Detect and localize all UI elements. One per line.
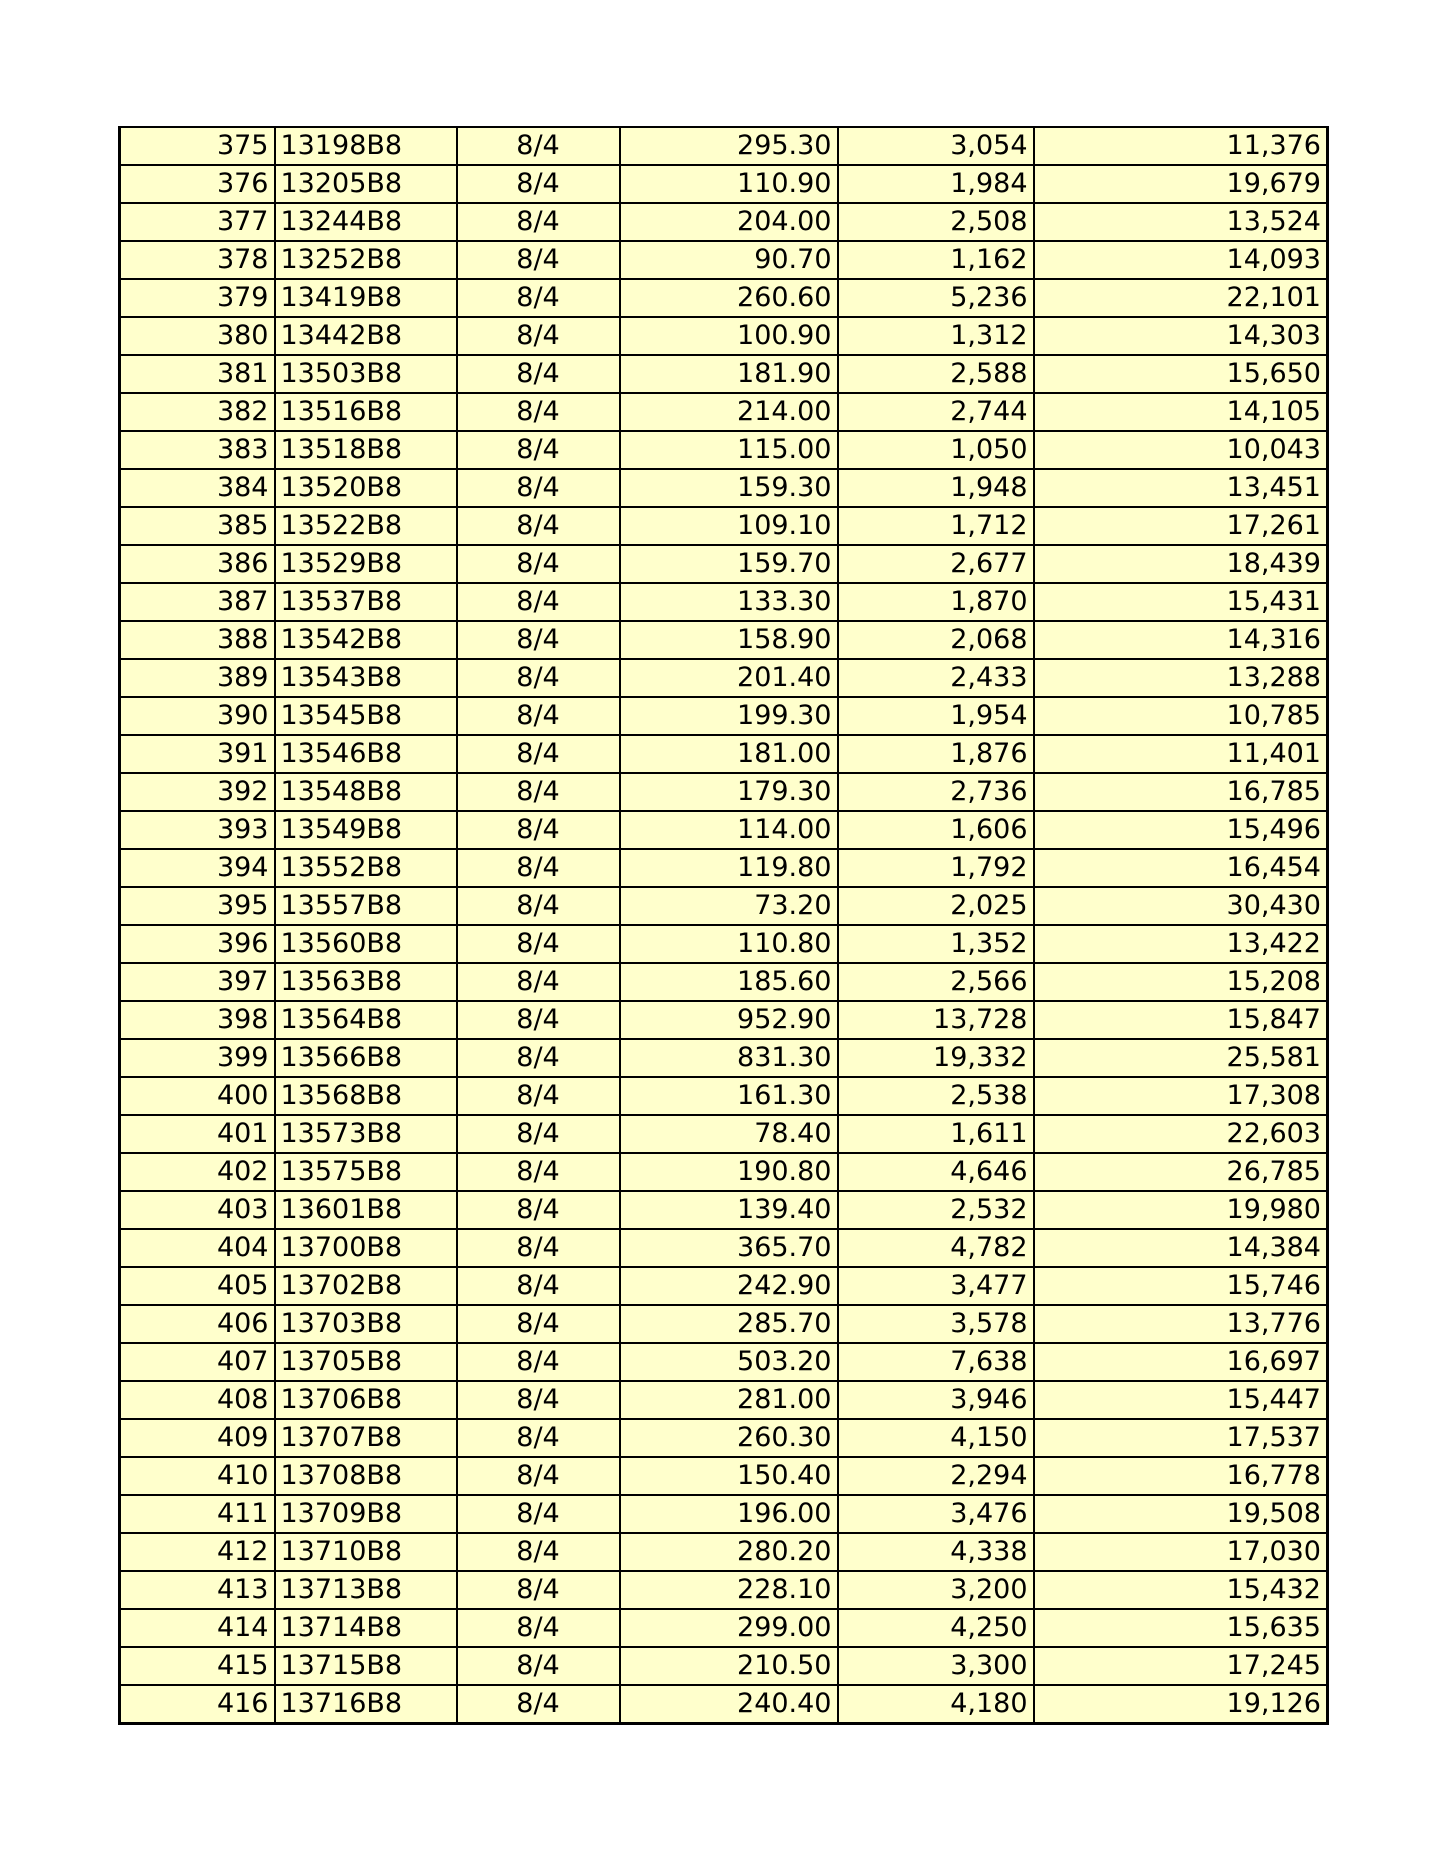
quantity-cell: 952.90 [620, 1001, 838, 1039]
ratio-cell: 13,422 [1034, 925, 1328, 963]
item-code-cell: 13714B8 [275, 1609, 457, 1647]
ratio-cell: 25,581 [1034, 1039, 1328, 1077]
row-number-cell: 399 [120, 1039, 275, 1077]
value-cell: 1,792 [838, 849, 1034, 887]
thickness-cell: 8/4 [457, 887, 620, 925]
table-row [120, 697, 1328, 735]
value-cell: 4,150 [838, 1419, 1034, 1457]
item-code-cell: 13710B8 [275, 1533, 457, 1571]
quantity-cell: 161.30 [620, 1077, 838, 1115]
item-code-cell: 13518B8 [275, 431, 457, 469]
item-code-cell: 13564B8 [275, 1001, 457, 1039]
value-cell: 3,477 [838, 1267, 1034, 1305]
table-row [120, 1153, 1328, 1191]
quantity-cell: 240.40 [620, 1685, 838, 1724]
quantity-cell: 285.70 [620, 1305, 838, 1343]
value-cell: 3,476 [838, 1495, 1034, 1533]
row-number-cell: 392 [120, 773, 275, 811]
row-number-cell: 416 [120, 1685, 275, 1724]
row-number-cell: 398 [120, 1001, 275, 1039]
quantity-cell: 114.00 [620, 811, 838, 849]
item-code-cell: 13205B8 [275, 165, 457, 203]
thickness-cell: 8/4 [457, 1571, 620, 1609]
quantity-cell: 139.40 [620, 1191, 838, 1229]
value-cell: 4,782 [838, 1229, 1034, 1267]
thickness-cell: 8/4 [457, 849, 620, 887]
table-row [120, 431, 1328, 469]
table-row [120, 1115, 1328, 1153]
quantity-cell: 214.00 [620, 393, 838, 431]
value-cell: 3,946 [838, 1381, 1034, 1419]
value-cell: 2,588 [838, 355, 1034, 393]
value-cell: 2,508 [838, 203, 1034, 241]
table-row [120, 1381, 1328, 1419]
value-cell: 3,300 [838, 1647, 1034, 1685]
value-cell: 1,352 [838, 925, 1034, 963]
thickness-cell: 8/4 [457, 811, 620, 849]
quantity-cell: 201.40 [620, 659, 838, 697]
ratio-cell: 13,776 [1034, 1305, 1328, 1343]
item-code-cell: 13573B8 [275, 1115, 457, 1153]
table-body [120, 127, 1328, 1724]
table-row [120, 811, 1328, 849]
quantity-cell: 185.60 [620, 963, 838, 1001]
ratio-cell: 14,316 [1034, 621, 1328, 659]
ratio-cell: 14,093 [1034, 241, 1328, 279]
quantity-cell: 242.90 [620, 1267, 838, 1305]
row-number-cell: 409 [120, 1419, 275, 1457]
quantity-cell: 190.80 [620, 1153, 838, 1191]
item-code-cell: 13520B8 [275, 469, 457, 507]
ratio-cell: 15,431 [1034, 583, 1328, 621]
row-number-cell: 383 [120, 431, 275, 469]
table-row [120, 1001, 1328, 1039]
ratio-cell: 19,980 [1034, 1191, 1328, 1229]
row-number-cell: 388 [120, 621, 275, 659]
thickness-cell: 8/4 [457, 963, 620, 1001]
item-code-cell: 13707B8 [275, 1419, 457, 1457]
thickness-cell: 8/4 [457, 1077, 620, 1115]
table-row [120, 1343, 1328, 1381]
ratio-cell: 22,101 [1034, 279, 1328, 317]
table-row [120, 735, 1328, 773]
item-code-cell: 13708B8 [275, 1457, 457, 1495]
row-number-cell: 376 [120, 165, 275, 203]
value-cell: 2,744 [838, 393, 1034, 431]
ratio-cell: 17,030 [1034, 1533, 1328, 1571]
value-cell: 2,433 [838, 659, 1034, 697]
thickness-cell: 8/4 [457, 1001, 620, 1039]
table-row [120, 887, 1328, 925]
item-code-cell: 13552B8 [275, 849, 457, 887]
value-cell: 2,736 [838, 773, 1034, 811]
item-code-cell: 13700B8 [275, 1229, 457, 1267]
value-cell: 1,954 [838, 697, 1034, 735]
thickness-cell: 8/4 [457, 1685, 620, 1724]
table-row [120, 1685, 1328, 1724]
table-row [120, 1077, 1328, 1115]
row-number-cell: 408 [120, 1381, 275, 1419]
quantity-cell: 503.20 [620, 1343, 838, 1381]
value-cell: 4,250 [838, 1609, 1034, 1647]
quantity-cell: 199.30 [620, 697, 838, 735]
ratio-cell: 10,785 [1034, 697, 1328, 735]
row-number-cell: 402 [120, 1153, 275, 1191]
quantity-cell: 210.50 [620, 1647, 838, 1685]
quantity-cell: 73.20 [620, 887, 838, 925]
thickness-cell: 8/4 [457, 469, 620, 507]
row-number-cell: 384 [120, 469, 275, 507]
quantity-cell: 365.70 [620, 1229, 838, 1267]
value-cell: 1,948 [838, 469, 1034, 507]
row-number-cell: 406 [120, 1305, 275, 1343]
value-cell: 1,312 [838, 317, 1034, 355]
item-code-cell: 13557B8 [275, 887, 457, 925]
quantity-cell: 119.80 [620, 849, 838, 887]
item-code-cell: 13252B8 [275, 241, 457, 279]
quantity-cell: 196.00 [620, 1495, 838, 1533]
table-row [120, 1191, 1328, 1229]
value-cell: 5,236 [838, 279, 1034, 317]
ratio-cell: 13,524 [1034, 203, 1328, 241]
ratio-cell: 22,603 [1034, 1115, 1328, 1153]
item-code-cell: 13419B8 [275, 279, 457, 317]
thickness-cell: 8/4 [457, 241, 620, 279]
table-row [120, 1647, 1328, 1685]
thickness-cell: 8/4 [457, 1343, 620, 1381]
value-cell: 1,162 [838, 241, 1034, 279]
item-code-cell: 13709B8 [275, 1495, 457, 1533]
thickness-cell: 8/4 [457, 1267, 620, 1305]
value-cell: 4,646 [838, 1153, 1034, 1191]
row-number-cell: 387 [120, 583, 275, 621]
value-cell: 2,532 [838, 1191, 1034, 1229]
quantity-cell: 158.90 [620, 621, 838, 659]
quantity-cell: 133.30 [620, 583, 838, 621]
item-code-cell: 13244B8 [275, 203, 457, 241]
row-number-cell: 386 [120, 545, 275, 583]
row-number-cell: 394 [120, 849, 275, 887]
thickness-cell: 8/4 [457, 1191, 620, 1229]
item-code-cell: 13601B8 [275, 1191, 457, 1229]
row-number-cell: 393 [120, 811, 275, 849]
quantity-cell: 181.00 [620, 735, 838, 773]
table-row [120, 963, 1328, 1001]
value-cell: 2,538 [838, 1077, 1034, 1115]
value-cell: 19,332 [838, 1039, 1034, 1077]
item-code-cell: 13566B8 [275, 1039, 457, 1077]
item-code-cell: 13529B8 [275, 545, 457, 583]
quantity-cell: 228.10 [620, 1571, 838, 1609]
quantity-cell: 159.70 [620, 545, 838, 583]
table-row [120, 1419, 1328, 1457]
item-code-cell: 13537B8 [275, 583, 457, 621]
thickness-cell: 8/4 [457, 1305, 620, 1343]
item-code-cell: 13560B8 [275, 925, 457, 963]
table-row [120, 1229, 1328, 1267]
thickness-cell: 8/4 [457, 735, 620, 773]
row-number-cell: 410 [120, 1457, 275, 1495]
table-row [120, 203, 1328, 241]
row-number-cell: 405 [120, 1267, 275, 1305]
value-cell: 3,054 [838, 127, 1034, 165]
table-row [120, 469, 1328, 507]
ratio-cell: 18,439 [1034, 545, 1328, 583]
thickness-cell: 8/4 [457, 659, 620, 697]
thickness-cell: 8/4 [457, 1609, 620, 1647]
value-cell: 1,876 [838, 735, 1034, 773]
item-code-cell: 13713B8 [275, 1571, 457, 1609]
item-code-cell: 13716B8 [275, 1685, 457, 1724]
table-row [120, 355, 1328, 393]
ratio-cell: 17,308 [1034, 1077, 1328, 1115]
value-cell: 2,677 [838, 545, 1034, 583]
table-row [120, 925, 1328, 963]
ratio-cell: 15,447 [1034, 1381, 1328, 1419]
value-cell: 3,578 [838, 1305, 1034, 1343]
table-row [120, 127, 1328, 165]
item-code-cell: 13706B8 [275, 1381, 457, 1419]
row-number-cell: 415 [120, 1647, 275, 1685]
table-row [120, 1305, 1328, 1343]
ratio-cell: 16,697 [1034, 1343, 1328, 1381]
value-cell: 2,294 [838, 1457, 1034, 1495]
ratio-cell: 16,778 [1034, 1457, 1328, 1495]
value-cell: 1,611 [838, 1115, 1034, 1153]
item-code-cell: 13542B8 [275, 621, 457, 659]
row-number-cell: 379 [120, 279, 275, 317]
value-cell: 1,712 [838, 507, 1034, 545]
ratio-cell: 14,384 [1034, 1229, 1328, 1267]
table-row [120, 1495, 1328, 1533]
ratio-cell: 15,635 [1034, 1609, 1328, 1647]
ratio-cell: 15,650 [1034, 355, 1328, 393]
ratio-cell: 17,261 [1034, 507, 1328, 545]
row-number-cell: 395 [120, 887, 275, 925]
thickness-cell: 8/4 [457, 127, 620, 165]
table-row [120, 1533, 1328, 1571]
item-code-cell: 13702B8 [275, 1267, 457, 1305]
thickness-cell: 8/4 [457, 507, 620, 545]
row-number-cell: 385 [120, 507, 275, 545]
ratio-cell: 17,245 [1034, 1647, 1328, 1685]
ratio-cell: 15,208 [1034, 963, 1328, 1001]
value-cell: 13,728 [838, 1001, 1034, 1039]
row-number-cell: 414 [120, 1609, 275, 1647]
item-code-cell: 13703B8 [275, 1305, 457, 1343]
thickness-cell: 8/4 [457, 1647, 620, 1685]
row-number-cell: 397 [120, 963, 275, 1001]
table-row [120, 545, 1328, 583]
ratio-cell: 16,785 [1034, 773, 1328, 811]
ratio-cell: 13,288 [1034, 659, 1328, 697]
thickness-cell: 8/4 [457, 545, 620, 583]
thickness-cell: 8/4 [457, 1229, 620, 1267]
thickness-cell: 8/4 [457, 773, 620, 811]
table-row [120, 393, 1328, 431]
value-cell: 4,338 [838, 1533, 1034, 1571]
item-code-cell: 13198B8 [275, 127, 457, 165]
ratio-cell: 30,430 [1034, 887, 1328, 925]
quantity-cell: 204.00 [620, 203, 838, 241]
table-row [120, 1609, 1328, 1647]
item-code-cell: 13516B8 [275, 393, 457, 431]
item-code-cell: 13442B8 [275, 317, 457, 355]
thickness-cell: 8/4 [457, 1381, 620, 1419]
value-cell: 2,566 [838, 963, 1034, 1001]
item-code-cell: 13546B8 [275, 735, 457, 773]
quantity-cell: 110.80 [620, 925, 838, 963]
ratio-cell: 13,451 [1034, 469, 1328, 507]
row-number-cell: 412 [120, 1533, 275, 1571]
item-code-cell: 13549B8 [275, 811, 457, 849]
table-row [120, 659, 1328, 697]
thickness-cell: 8/4 [457, 621, 620, 659]
item-code-cell: 13503B8 [275, 355, 457, 393]
row-number-cell: 382 [120, 393, 275, 431]
row-number-cell: 389 [120, 659, 275, 697]
ratio-cell: 11,401 [1034, 735, 1328, 773]
ratio-cell: 26,785 [1034, 1153, 1328, 1191]
thickness-cell: 8/4 [457, 1039, 620, 1077]
thickness-cell: 8/4 [457, 431, 620, 469]
ratio-cell: 14,105 [1034, 393, 1328, 431]
table-row [120, 317, 1328, 355]
ratio-cell: 15,432 [1034, 1571, 1328, 1609]
quantity-cell: 299.00 [620, 1609, 838, 1647]
item-code-cell: 13545B8 [275, 697, 457, 735]
row-number-cell: 407 [120, 1343, 275, 1381]
table-row [120, 279, 1328, 317]
item-code-cell: 13548B8 [275, 773, 457, 811]
thickness-cell: 8/4 [457, 279, 620, 317]
thickness-cell: 8/4 [457, 1115, 620, 1153]
value-cell: 7,638 [838, 1343, 1034, 1381]
quantity-cell: 260.30 [620, 1419, 838, 1457]
thickness-cell: 8/4 [457, 1153, 620, 1191]
quantity-cell: 181.90 [620, 355, 838, 393]
value-cell: 1,984 [838, 165, 1034, 203]
quantity-cell: 78.40 [620, 1115, 838, 1153]
row-number-cell: 375 [120, 127, 275, 165]
value-cell: 1,606 [838, 811, 1034, 849]
item-code-cell: 13563B8 [275, 963, 457, 1001]
value-cell: 3,200 [838, 1571, 1034, 1609]
table-row [120, 1457, 1328, 1495]
row-number-cell: 391 [120, 735, 275, 773]
quantity-cell: 831.30 [620, 1039, 838, 1077]
item-code-cell: 13543B8 [275, 659, 457, 697]
thickness-cell: 8/4 [457, 583, 620, 621]
row-number-cell: 390 [120, 697, 275, 735]
table-row [120, 583, 1328, 621]
quantity-cell: 100.90 [620, 317, 838, 355]
value-cell: 2,068 [838, 621, 1034, 659]
thickness-cell: 8/4 [457, 1457, 620, 1495]
row-number-cell: 411 [120, 1495, 275, 1533]
thickness-cell: 8/4 [457, 1495, 620, 1533]
ratio-cell: 15,847 [1034, 1001, 1328, 1039]
table-row [120, 773, 1328, 811]
row-number-cell: 404 [120, 1229, 275, 1267]
thickness-cell: 8/4 [457, 355, 620, 393]
ratio-cell: 14,303 [1034, 317, 1328, 355]
table-row [120, 1039, 1328, 1077]
ratio-cell: 16,454 [1034, 849, 1328, 887]
row-number-cell: 396 [120, 925, 275, 963]
quantity-cell: 150.40 [620, 1457, 838, 1495]
item-code-cell: 13575B8 [275, 1153, 457, 1191]
quantity-cell: 90.70 [620, 241, 838, 279]
row-number-cell: 380 [120, 317, 275, 355]
quantity-cell: 109.10 [620, 507, 838, 545]
table-row [120, 165, 1328, 203]
value-cell: 1,870 [838, 583, 1034, 621]
quantity-cell: 179.30 [620, 773, 838, 811]
quantity-cell: 115.00 [620, 431, 838, 469]
item-code-cell: 13568B8 [275, 1077, 457, 1115]
thickness-cell: 8/4 [457, 1533, 620, 1571]
ratio-cell: 19,679 [1034, 165, 1328, 203]
row-number-cell: 413 [120, 1571, 275, 1609]
row-number-cell: 381 [120, 355, 275, 393]
value-cell: 2,025 [838, 887, 1034, 925]
thickness-cell: 8/4 [457, 697, 620, 735]
ratio-cell: 19,126 [1034, 1685, 1328, 1724]
ratio-cell: 17,537 [1034, 1419, 1328, 1457]
thickness-cell: 8/4 [457, 203, 620, 241]
table-row [120, 621, 1328, 659]
table-row [120, 1571, 1328, 1609]
data-table [118, 126, 1329, 1725]
ratio-cell: 19,508 [1034, 1495, 1328, 1533]
ratio-cell: 10,043 [1034, 431, 1328, 469]
quantity-cell: 295.30 [620, 127, 838, 165]
thickness-cell: 8/4 [457, 165, 620, 203]
value-cell: 4,180 [838, 1685, 1034, 1724]
table-row [120, 849, 1328, 887]
ratio-cell: 15,496 [1034, 811, 1328, 849]
quantity-cell: 281.00 [620, 1381, 838, 1419]
thickness-cell: 8/4 [457, 393, 620, 431]
table-row [120, 507, 1328, 545]
table-row [120, 241, 1328, 279]
thickness-cell: 8/4 [457, 317, 620, 355]
quantity-cell: 280.20 [620, 1533, 838, 1571]
item-code-cell: 13705B8 [275, 1343, 457, 1381]
ratio-cell: 11,376 [1034, 127, 1328, 165]
thickness-cell: 8/4 [457, 925, 620, 963]
ratio-cell: 15,746 [1034, 1267, 1328, 1305]
row-number-cell: 377 [120, 203, 275, 241]
row-number-cell: 403 [120, 1191, 275, 1229]
quantity-cell: 110.90 [620, 165, 838, 203]
row-number-cell: 400 [120, 1077, 275, 1115]
item-code-cell: 13522B8 [275, 507, 457, 545]
table-row [120, 1267, 1328, 1305]
row-number-cell: 401 [120, 1115, 275, 1153]
row-number-cell: 378 [120, 241, 275, 279]
quantity-cell: 159.30 [620, 469, 838, 507]
item-code-cell: 13715B8 [275, 1647, 457, 1685]
quantity-cell: 260.60 [620, 279, 838, 317]
value-cell: 1,050 [838, 431, 1034, 469]
thickness-cell: 8/4 [457, 1419, 620, 1457]
